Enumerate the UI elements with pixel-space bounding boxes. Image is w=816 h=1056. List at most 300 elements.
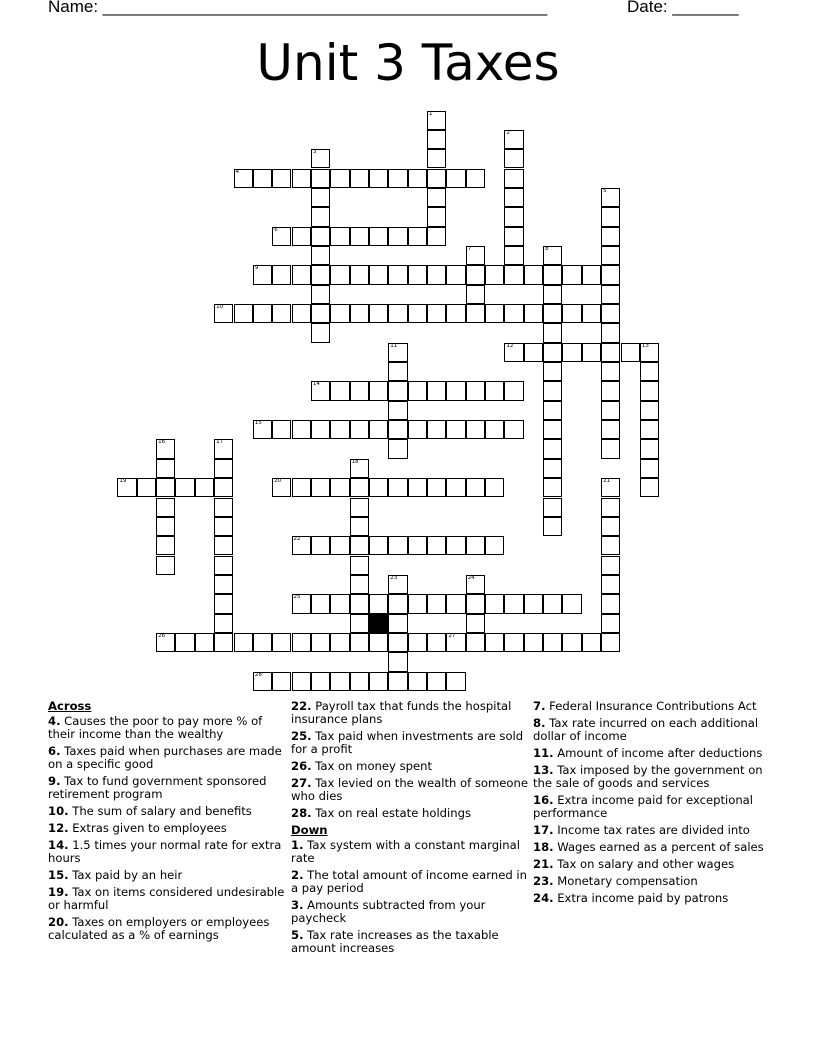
grid-cell[interactable]	[446, 594, 465, 613]
grid-cell[interactable]	[466, 246, 485, 265]
grid-cell[interactable]	[601, 556, 620, 575]
grid-cell[interactable]	[369, 633, 388, 652]
clue-number-label: 8	[545, 245, 549, 252]
grid-cell[interactable]	[350, 594, 369, 613]
grid-cell[interactable]	[350, 536, 369, 555]
clue-item	[48, 916, 288, 942]
grid-cell[interactable]	[446, 672, 465, 691]
grid-cell[interactable]	[137, 478, 156, 497]
grid-cell[interactable]	[369, 420, 388, 439]
grid-cell[interactable]	[504, 207, 523, 226]
grid-cell[interactable]	[427, 265, 446, 284]
grid-cell[interactable]	[214, 517, 233, 536]
grid-cell[interactable]	[253, 169, 272, 188]
grid-cell[interactable]	[272, 169, 291, 188]
grid-cell[interactable]	[524, 304, 543, 323]
clue-number-label: 22	[293, 536, 301, 543]
grid-cell[interactable]	[311, 478, 330, 497]
grid-cell[interactable]	[601, 362, 620, 381]
grid-cell[interactable]	[350, 265, 369, 284]
grid-cell[interactable]	[369, 536, 388, 555]
grid-cell[interactable]	[601, 517, 620, 536]
grid-cell[interactable]	[601, 536, 620, 555]
grid-cell[interactable]	[272, 420, 291, 439]
clue-number: 19.	[48, 885, 69, 899]
grid-cell[interactable]	[601, 401, 620, 420]
grid-cell[interactable]	[543, 343, 562, 362]
grid-cell[interactable]	[253, 304, 272, 323]
grid-cell[interactable]	[466, 478, 485, 497]
grid-cell[interactable]	[388, 594, 407, 613]
grid-cell[interactable]	[234, 633, 253, 652]
grid-cell[interactable]	[601, 633, 620, 652]
grid-cell[interactable]	[292, 169, 311, 188]
grid-cell[interactable]	[388, 614, 407, 633]
grid-cell[interactable]	[504, 343, 523, 362]
grid-cell[interactable]	[601, 498, 620, 517]
grid-cell[interactable]	[543, 401, 562, 420]
grid-cell[interactable]	[388, 672, 407, 691]
grid-cell[interactable]	[504, 594, 523, 613]
grid-cell[interactable]	[214, 439, 233, 458]
grid-cell[interactable]	[350, 478, 369, 497]
grid-cell[interactable]	[427, 478, 446, 497]
grid-cell[interactable]	[330, 381, 349, 400]
grid-cell[interactable]	[350, 169, 369, 188]
clue-number: 6.	[48, 744, 61, 758]
grid-cell[interactable]	[350, 459, 369, 478]
grid-cell[interactable]	[504, 130, 523, 149]
grid-cell[interactable]	[253, 420, 272, 439]
grid-cell[interactable]	[427, 149, 446, 168]
grid-cell[interactable]	[524, 265, 543, 284]
grid-cell[interactable]	[485, 420, 504, 439]
grid-cell[interactable]	[156, 517, 175, 536]
clue-text: Tax on real estate holdings	[311, 806, 472, 820]
grid-cell[interactable]	[350, 227, 369, 246]
grid-cell[interactable]	[272, 633, 291, 652]
grid-cell[interactable]	[543, 478, 562, 497]
grid-cell[interactable]	[234, 169, 253, 188]
grid-cell[interactable]	[214, 594, 233, 613]
grid-cell[interactable]	[408, 478, 427, 497]
grid-cell[interactable]	[601, 207, 620, 226]
grid-cell[interactable]	[408, 265, 427, 284]
grid-cell[interactable]	[388, 362, 407, 381]
grid-cell[interactable]	[543, 246, 562, 265]
grid-cell[interactable]	[388, 227, 407, 246]
grid-cell[interactable]	[272, 304, 291, 323]
grid-cell[interactable]	[466, 575, 485, 594]
grid-cell[interactable]	[350, 672, 369, 691]
grid-cell[interactable]	[504, 304, 523, 323]
grid-cell[interactable]	[156, 633, 175, 652]
grid-cell[interactable]	[466, 381, 485, 400]
grid-cell[interactable]	[601, 323, 620, 342]
grid-cell[interactable]	[388, 478, 407, 497]
grid-cell[interactable]	[543, 285, 562, 304]
grid-cell[interactable]	[330, 478, 349, 497]
clue-item	[48, 775, 288, 801]
grid-cell[interactable]	[408, 381, 427, 400]
grid-cell[interactable]	[446, 169, 465, 188]
grid-cell[interactable]	[214, 614, 233, 633]
clue-number: 26.	[291, 759, 312, 773]
grid-cell[interactable]	[214, 498, 233, 517]
grid-cell[interactable]	[427, 188, 446, 207]
grid-cell[interactable]	[311, 323, 330, 342]
grid-cell[interactable]	[446, 381, 465, 400]
grid-cell[interactable]	[311, 207, 330, 226]
grid-cell[interactable]	[311, 246, 330, 265]
grid-cell[interactable]	[388, 381, 407, 400]
grid-cell[interactable]	[350, 498, 369, 517]
grid-cell[interactable]	[156, 439, 175, 458]
grid-cell[interactable]	[330, 536, 349, 555]
grid-cell[interactable]	[543, 420, 562, 439]
grid-cell[interactable]	[311, 149, 330, 168]
grid-cell[interactable]	[253, 672, 272, 691]
clue-number: 20.	[48, 915, 69, 929]
grid-cell[interactable]	[311, 594, 330, 613]
grid-cell[interactable]	[601, 188, 620, 207]
grid-cell[interactable]	[388, 652, 407, 671]
grid-cell[interactable]	[466, 633, 485, 652]
grid-cell[interactable]	[446, 304, 465, 323]
grid-cell[interactable]	[311, 633, 330, 652]
grid-cell[interactable]	[562, 594, 581, 613]
grid-cell[interactable]	[388, 575, 407, 594]
grid-cell[interactable]	[640, 381, 659, 400]
grid-cell[interactable]	[485, 265, 504, 284]
grid-cell[interactable]	[311, 285, 330, 304]
grid-cell[interactable]	[350, 614, 369, 633]
grid-cell[interactable]	[427, 130, 446, 149]
grid-cell[interactable]	[350, 556, 369, 575]
grid-cell[interactable]	[369, 381, 388, 400]
clue-number: 21.	[533, 857, 554, 871]
grid-cell[interactable]	[543, 459, 562, 478]
grid-cell[interactable]	[292, 536, 311, 555]
grid-cell[interactable]	[408, 169, 427, 188]
grid-cell[interactable]	[601, 614, 620, 633]
grid-cell[interactable]	[601, 594, 620, 613]
grid-cell[interactable]	[582, 343, 601, 362]
clue-text: Extras given to employees	[68, 821, 227, 835]
clue-number-label: 17	[216, 439, 224, 446]
clue-number: 28.	[291, 806, 312, 820]
grid-cell[interactable]	[330, 594, 349, 613]
grid-cell[interactable]	[543, 439, 562, 458]
grid-cell[interactable]	[369, 672, 388, 691]
grid-cell[interactable]	[214, 633, 233, 652]
grid-cell[interactable]	[195, 478, 214, 497]
grid-cell[interactable]	[311, 169, 330, 188]
grid-cell[interactable]	[601, 227, 620, 246]
grid-cell[interactable]	[311, 304, 330, 323]
grid-cell[interactable]	[601, 265, 620, 284]
grid-cell[interactable]	[408, 633, 427, 652]
grid-cell[interactable]	[466, 265, 485, 284]
grid-cell[interactable]	[466, 169, 485, 188]
grid-cell[interactable]	[427, 111, 446, 130]
grid-cell[interactable]	[292, 420, 311, 439]
grid-cell[interactable]	[156, 459, 175, 478]
clue-number-label: 27	[448, 632, 456, 639]
grid-cell[interactable]	[214, 459, 233, 478]
grid-cell[interactable]	[330, 672, 349, 691]
grid-cell[interactable]	[427, 594, 446, 613]
grid-cell[interactable]	[369, 227, 388, 246]
grid-cell[interactable]	[175, 478, 194, 497]
clue-item	[48, 886, 288, 912]
grid-cell[interactable]	[504, 265, 523, 284]
grid-cell[interactable]	[466, 614, 485, 633]
grid-cell[interactable]	[388, 439, 407, 458]
grid-cell[interactable]	[292, 265, 311, 284]
grid-cell[interactable]	[311, 420, 330, 439]
grid-cell[interactable]	[466, 536, 485, 555]
grid-cell[interactable]	[350, 381, 369, 400]
grid-cell[interactable]	[272, 265, 291, 284]
grid-cell[interactable]	[388, 304, 407, 323]
clue-number-label: 15	[254, 420, 262, 427]
grid-cell[interactable]	[640, 401, 659, 420]
grid-cell[interactable]	[388, 420, 407, 439]
grid-cell[interactable]	[350, 633, 369, 652]
grid-cell[interactable]	[601, 439, 620, 458]
grid-cell[interactable]	[582, 265, 601, 284]
grid-cell[interactable]	[311, 672, 330, 691]
grid-cell[interactable]	[388, 633, 407, 652]
grid-cell[interactable]	[601, 381, 620, 400]
grid-cell[interactable]	[543, 517, 562, 536]
grid-cell[interactable]	[466, 285, 485, 304]
clue-item	[533, 764, 773, 790]
grid-cell[interactable]	[272, 227, 291, 246]
clue-number-label: 21	[603, 478, 611, 485]
grid-cell[interactable]	[466, 420, 485, 439]
grid-cell[interactable]	[485, 478, 504, 497]
clue-number: 22.	[291, 699, 312, 713]
grid-cell[interactable]	[311, 265, 330, 284]
grid-cell[interactable]	[175, 633, 194, 652]
grid-cell[interactable]	[427, 169, 446, 188]
grid-cell[interactable]	[640, 362, 659, 381]
grid-cell[interactable]	[485, 594, 504, 613]
grid-cell[interactable]	[330, 420, 349, 439]
grid-cell[interactable]	[427, 672, 446, 691]
grid-cell[interactable]	[543, 633, 562, 652]
grid-cell[interactable]	[427, 633, 446, 652]
grid-cell[interactable]	[466, 304, 485, 323]
clue-item	[533, 717, 773, 743]
clue-text: Tax paid when investments are sold for a profit	[291, 729, 524, 756]
grid-cell[interactable]	[214, 536, 233, 555]
clue-text: Taxes paid when purchases are made on a specific good	[48, 744, 282, 771]
clue-number-label: 4	[235, 168, 239, 175]
grid-cell[interactable]	[292, 478, 311, 497]
grid-cell[interactable]	[601, 304, 620, 323]
grid-cell[interactable]	[485, 536, 504, 555]
grid-cell[interactable]	[543, 323, 562, 342]
grid-cell[interactable]	[408, 227, 427, 246]
grid-cell[interactable]	[156, 498, 175, 517]
clue-number-label: 14	[312, 381, 320, 388]
grid-cell[interactable]	[504, 633, 523, 652]
grid-cell[interactable]	[562, 343, 581, 362]
grid-cell[interactable]	[330, 169, 349, 188]
grid-cell[interactable]	[427, 536, 446, 555]
grid-cell[interactable]	[504, 381, 523, 400]
grid-cell[interactable]	[446, 420, 465, 439]
grid-cell[interactable]	[543, 498, 562, 517]
grid-cell[interactable]	[234, 304, 253, 323]
grid-cell[interactable]	[446, 478, 465, 497]
grid-cell[interactable]	[117, 478, 136, 497]
grid-cell[interactable]	[427, 304, 446, 323]
clue-number: 11.	[533, 746, 554, 760]
grid-cell[interactable]	[311, 227, 330, 246]
grid-cell[interactable]	[543, 304, 562, 323]
grid-cell[interactable]	[292, 633, 311, 652]
clue-item	[48, 745, 288, 771]
grid-cell[interactable]	[446, 536, 465, 555]
grid-cell[interactable]	[640, 439, 659, 458]
grid-cell[interactable]	[195, 633, 214, 652]
grid-cell[interactable]	[311, 536, 330, 555]
grid-cell[interactable]	[311, 381, 330, 400]
grid-cell[interactable]	[369, 478, 388, 497]
grid-cell[interactable]	[601, 343, 620, 362]
grid-cell[interactable]	[485, 381, 504, 400]
clue-item	[291, 869, 531, 895]
grid-cell[interactable]	[621, 343, 640, 362]
grid-cell[interactable]	[292, 227, 311, 246]
grid-cell[interactable]	[388, 169, 407, 188]
grid-cell[interactable]	[640, 420, 659, 439]
grid-cell[interactable]	[253, 633, 272, 652]
grid-cell[interactable]	[388, 343, 407, 362]
grid-cell[interactable]	[601, 575, 620, 594]
grid-cell[interactable]	[156, 556, 175, 575]
grid-cell[interactable]	[350, 304, 369, 323]
grid-cell[interactable]	[156, 536, 175, 555]
grid-cell[interactable]	[330, 227, 349, 246]
grid-cell[interactable]	[504, 149, 523, 168]
grid-cell[interactable]	[446, 265, 465, 284]
grid-cell[interactable]	[504, 420, 523, 439]
grid-cell[interactable]	[640, 459, 659, 478]
clue-item	[533, 858, 773, 871]
grid-cell[interactable]	[427, 227, 446, 246]
grid-cell[interactable]	[408, 420, 427, 439]
grid-cell[interactable]	[292, 304, 311, 323]
grid-cell[interactable]	[562, 265, 581, 284]
grid-cell[interactable]	[214, 478, 233, 497]
grid-cell[interactable]	[485, 304, 504, 323]
grid-cell[interactable]	[446, 633, 465, 652]
grid-cell[interactable]	[408, 304, 427, 323]
grid-cell[interactable]	[601, 420, 620, 439]
grid-cell[interactable]	[311, 188, 330, 207]
grid-cell[interactable]	[272, 672, 291, 691]
grid-cell[interactable]	[601, 285, 620, 304]
grid-cell[interactable]	[543, 381, 562, 400]
clue-text: Tax paid by an heir	[68, 868, 183, 882]
grid-cell[interactable]	[388, 536, 407, 555]
clue-number: 23.	[533, 874, 554, 888]
grid-cell[interactable]	[504, 227, 523, 246]
clue-number-label: 10	[216, 304, 224, 310]
grid-cell[interactable]	[640, 478, 659, 497]
grid-cell[interactable]	[562, 304, 581, 323]
grid-cell[interactable]	[388, 265, 407, 284]
grid-cell[interactable]	[640, 343, 659, 362]
grid-cell[interactable]	[408, 594, 427, 613]
grid-cell[interactable]	[504, 188, 523, 207]
grid-cell[interactable]	[369, 169, 388, 188]
grid-cell[interactable]	[524, 343, 543, 362]
grid-cell[interactable]	[543, 265, 562, 284]
grid-cell[interactable]	[330, 304, 349, 323]
grid-cell[interactable]	[504, 169, 523, 188]
grid-cell[interactable]	[543, 594, 562, 613]
grid-cell[interactable]	[330, 265, 349, 284]
grid-cell[interactable]	[601, 246, 620, 265]
grid-cell[interactable]	[156, 478, 175, 497]
grid-cell[interactable]	[408, 536, 427, 555]
grid-cell[interactable]	[582, 304, 601, 323]
grid-cell[interactable]	[369, 304, 388, 323]
grid-cell[interactable]	[350, 575, 369, 594]
clue-number: 27.	[291, 776, 312, 790]
grid-cell[interactable]	[214, 556, 233, 575]
clue-text: Tax rate incurred on each additional dollar of income	[533, 716, 759, 743]
grid-cell[interactable]	[427, 420, 446, 439]
grid-cell[interactable]	[427, 207, 446, 226]
grid-cell[interactable]	[427, 381, 446, 400]
grid-cell[interactable]	[601, 478, 620, 497]
grid-cell[interactable]	[330, 633, 349, 652]
clue-text: Amounts subtracted from your paycheck	[291, 898, 486, 925]
grid-cell[interactable]	[388, 401, 407, 420]
grid-cell[interactable]	[582, 633, 601, 652]
grid-cell[interactable]	[524, 633, 543, 652]
grid-cell[interactable]	[350, 517, 369, 536]
grid-cell[interactable]	[369, 594, 388, 613]
clue-number-label: 1	[429, 110, 433, 117]
grid-cell[interactable]	[466, 594, 485, 613]
grid-cell[interactable]	[272, 478, 291, 497]
grid-cell[interactable]	[214, 575, 233, 594]
grid-cell[interactable]	[214, 304, 233, 323]
grid-cell[interactable]	[253, 265, 272, 284]
grid-cell[interactable]	[292, 594, 311, 613]
grid-cell[interactable]	[369, 265, 388, 284]
grid-cell[interactable]	[292, 672, 311, 691]
grid-cell[interactable]	[504, 246, 523, 265]
grid-cell[interactable]	[408, 672, 427, 691]
clues-column-3	[533, 700, 773, 909]
clue-number: 7.	[533, 699, 546, 713]
clue-item	[291, 929, 531, 955]
grid-cell[interactable]	[524, 594, 543, 613]
grid-cell[interactable]	[350, 420, 369, 439]
grid-cell[interactable]	[485, 633, 504, 652]
grid-cell[interactable]	[562, 633, 581, 652]
grid-cell[interactable]	[543, 362, 562, 381]
